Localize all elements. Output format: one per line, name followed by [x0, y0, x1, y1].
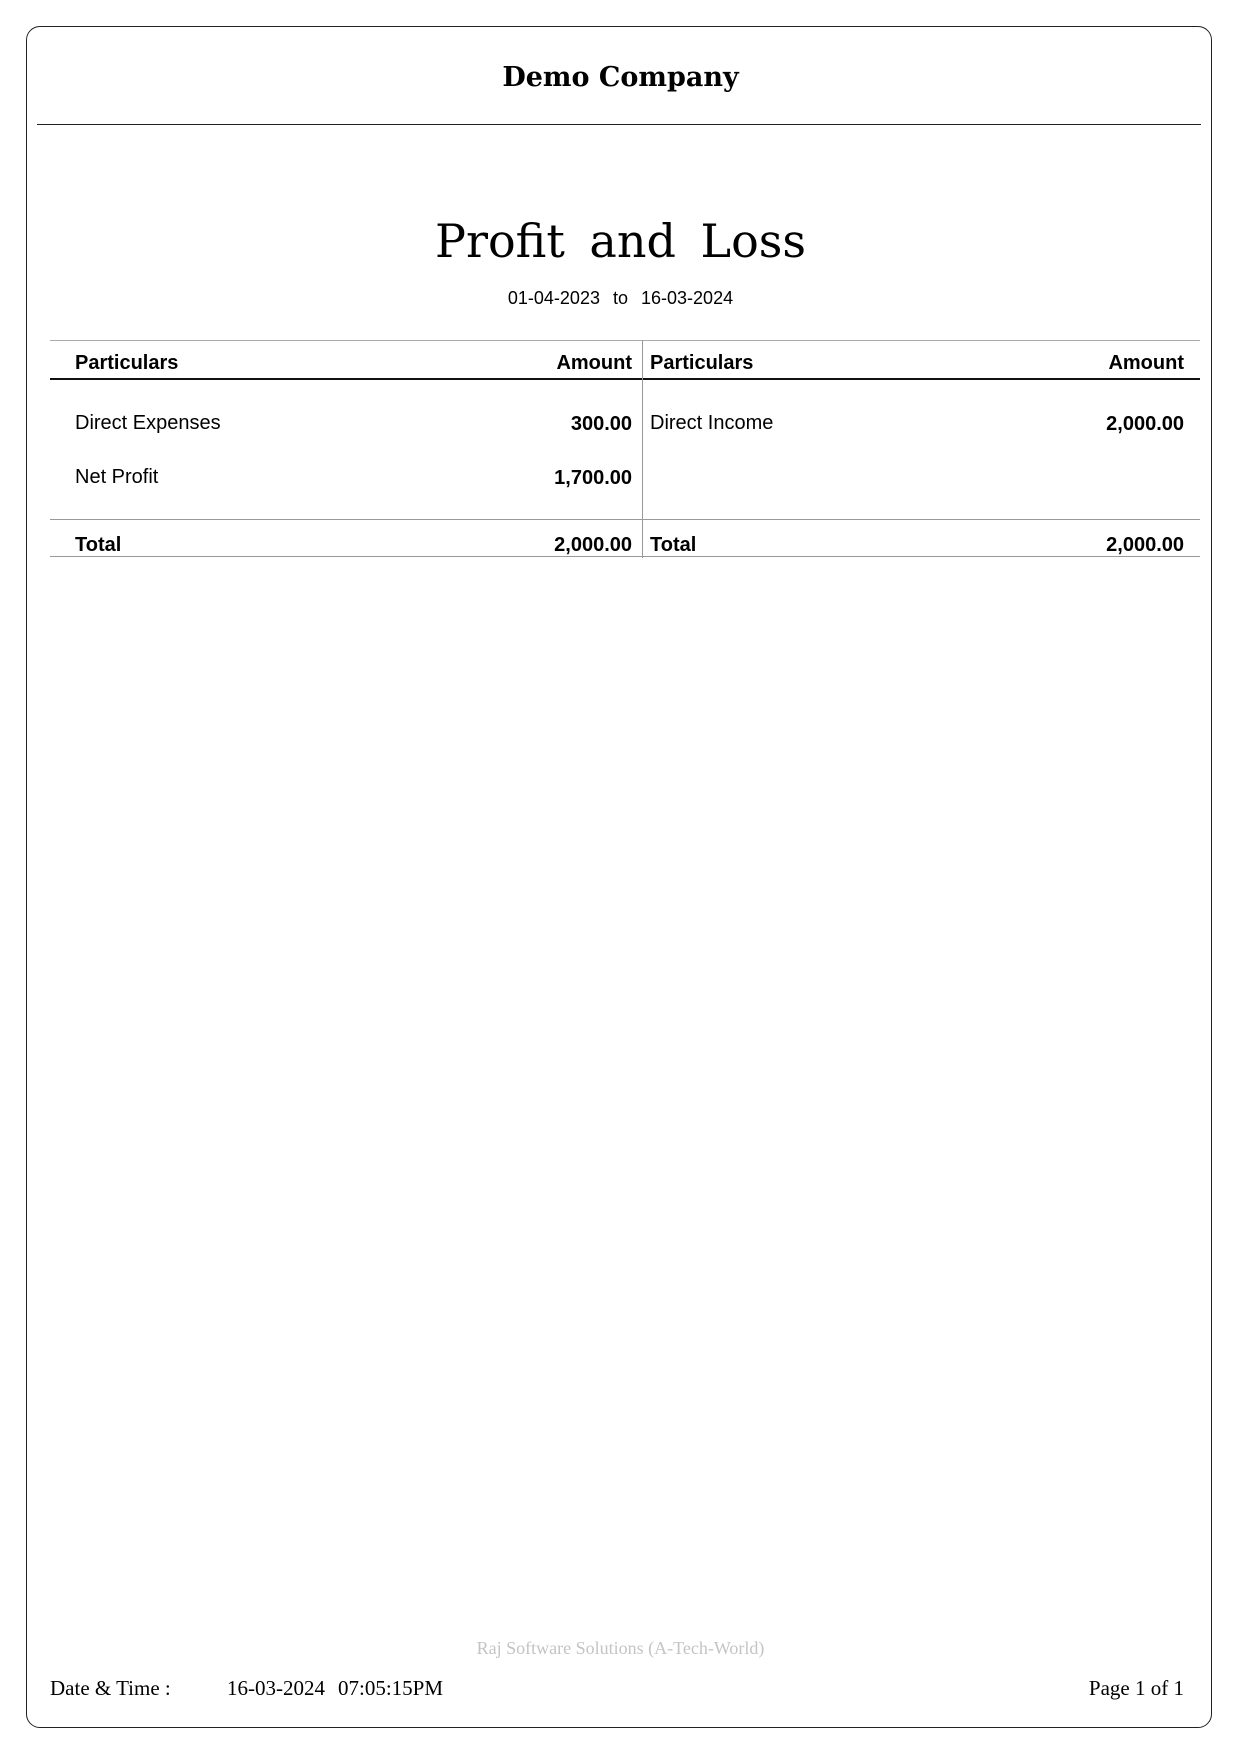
period-to: 16-03-2024	[641, 288, 734, 308]
header-left-amount: Amount	[556, 352, 632, 374]
right-row-amount: 2,000.00	[1106, 413, 1184, 435]
header-right-particulars: Particulars	[650, 352, 754, 374]
table-column-divider	[642, 340, 643, 558]
footer-date: 16-03-2024	[227, 1676, 325, 1700]
footer-time: 07:05:15PM	[338, 1676, 444, 1700]
header-left-particulars: Particulars	[75, 352, 179, 374]
left-row-particular: Net Profit	[75, 466, 159, 488]
table-total-rule	[50, 519, 1200, 520]
company-name: Demo Company	[502, 62, 739, 93]
period-separator: to	[612, 288, 628, 308]
left-total-label: Total	[75, 534, 122, 556]
table-header-rule	[50, 378, 1200, 380]
footer-page-number: Page 1 of 1	[1088, 1676, 1184, 1700]
table-top-rule	[50, 340, 1200, 341]
header-right-amount: Amount	[1108, 352, 1184, 374]
period-from: 01-04-2023	[507, 288, 600, 308]
left-row-particular: Direct Expenses	[75, 412, 221, 434]
right-row-particular: Direct Income	[650, 412, 774, 434]
footer-datetime-label: Date & Time :	[50, 1676, 171, 1700]
software-watermark: Raj Software Solutions (A-Tech-World)	[476, 1638, 765, 1658]
left-row-amount: 300.00	[570, 413, 632, 435]
header-divider	[37, 124, 1201, 125]
page-frame	[26, 26, 1212, 1728]
left-row-amount: 1,700.00	[554, 467, 632, 489]
left-total-amount: 2,000.00	[554, 534, 632, 556]
right-total-label: Total	[650, 534, 697, 556]
right-total-amount: 2,000.00	[1106, 534, 1184, 556]
report-period	[0, 288, 1241, 309]
report-title: Profit and Loss	[435, 214, 806, 268]
